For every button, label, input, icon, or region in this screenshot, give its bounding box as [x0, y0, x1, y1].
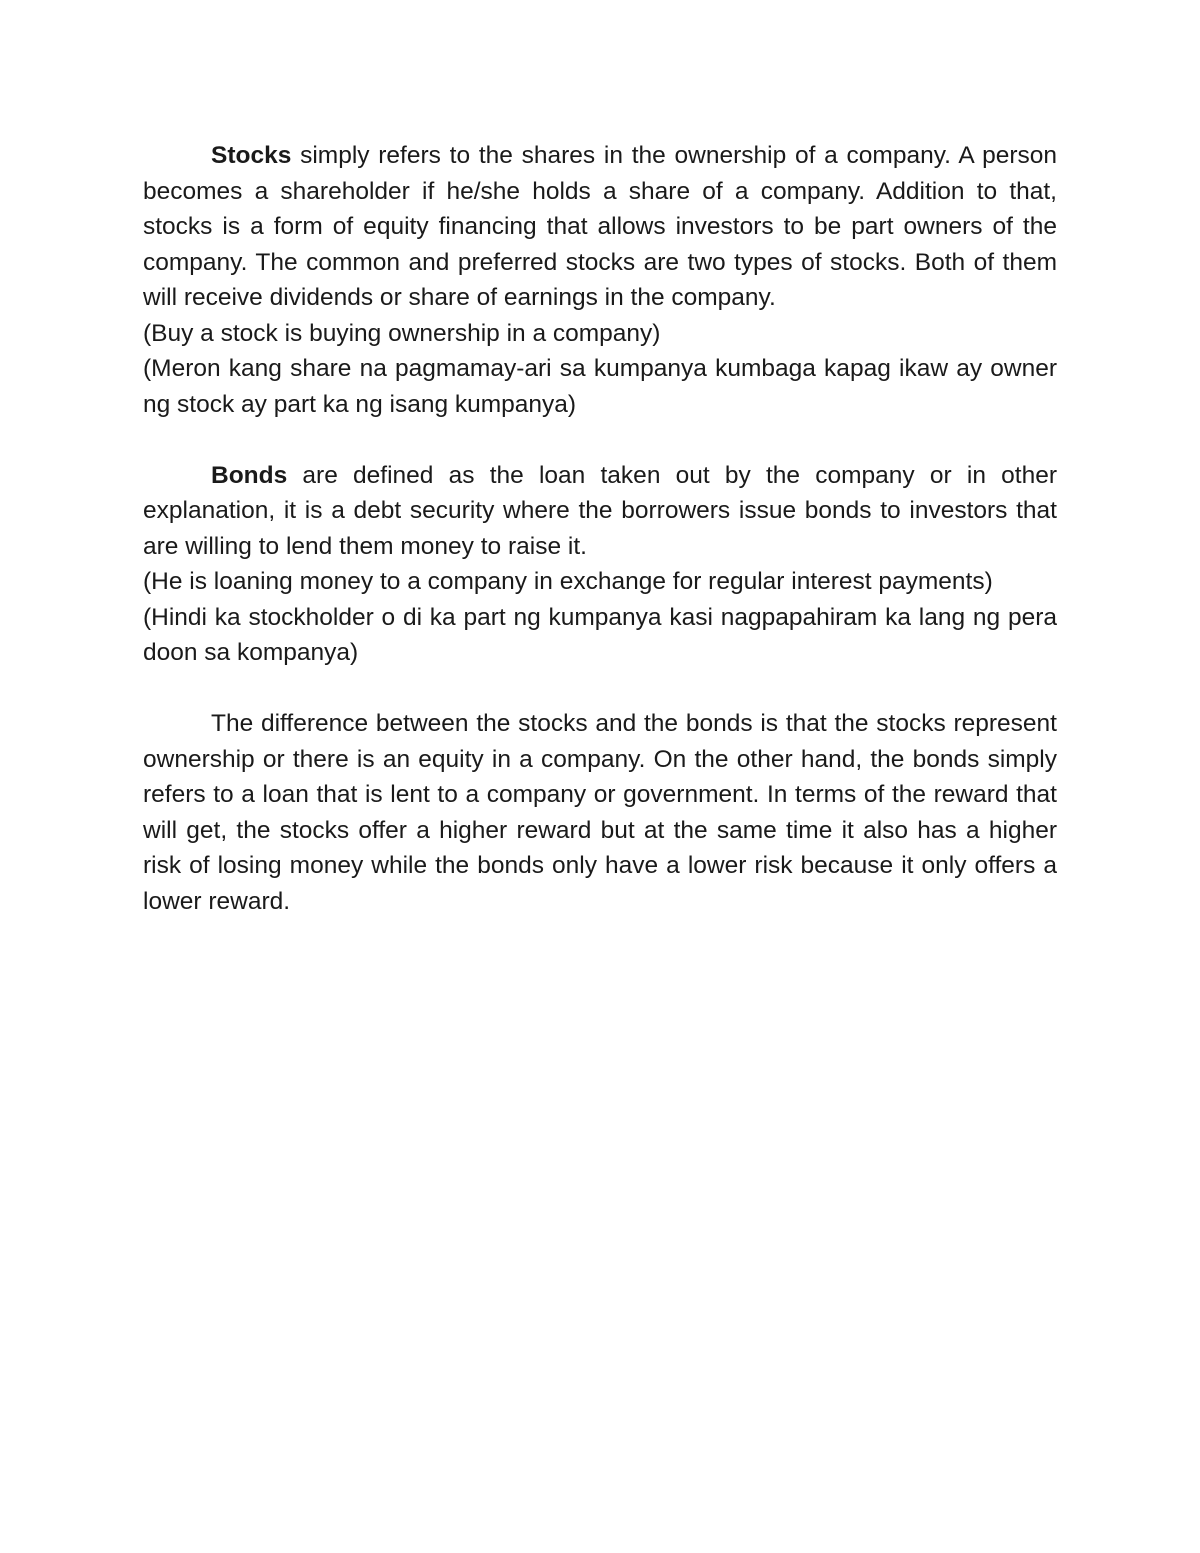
- bonds-note-tagalog: (Hindi ka stockholder o di ka part ng kumpanya kasi nagpapahiram ka lang ng pera doon sa kompanya): [143, 603, 1057, 666]
- bonds-paragraph: [143, 458, 1057, 565]
- document-body: [143, 138, 1057, 919]
- paragraph-spacer: [143, 671, 1057, 707]
- stocks-paragraph: [143, 138, 1057, 316]
- bonds-term: Bonds: [211, 461, 288, 489]
- stocks-definition: simply refers to the shares in the ownership of a company. A person becomes a shareholder if he/she holds a share of a company. Addition to that, stocks is a form of equity financing that allows investors to be part owners of the company. The common and preferred stocks are two types of stocks. Both of them will receive dividends or share of earnings in the company.: [143, 142, 1057, 311]
- stocks-term: Stocks: [211, 142, 292, 169]
- stocks-note-tagalog: (Meron kang share na pagmamay-ari sa kumpanya kumbaga kapag ikaw ay owner ng stock ay part ka ng isang kumpanya): [143, 355, 1057, 418]
- stocks-note-english: (Buy a stock is buying ownership in a company): [143, 319, 661, 347]
- bonds-definition: are defined as the loan taken out by the company or in other explanation, it is a debt security where the borrowers issue bonds to investors that are willing to lend them money to raise it.: [143, 461, 1057, 560]
- difference-paragraph: The difference between the stocks and the bonds is that the stocks represent ownership or there is an equity in a company. On the other hand, the bonds simply refers to a loan that is lent to a company or government. In terms of the reward that will get, the stocks offer a higher reward but at the same time it also has a higher risk of losing money while the bonds only have a lower risk because it only offers a lower reward.: [143, 710, 1057, 915]
- paragraph-spacer: [143, 422, 1057, 458]
- bonds-note-english: (He is loaning money to a company in exchange for regular interest payments): [143, 568, 993, 595]
